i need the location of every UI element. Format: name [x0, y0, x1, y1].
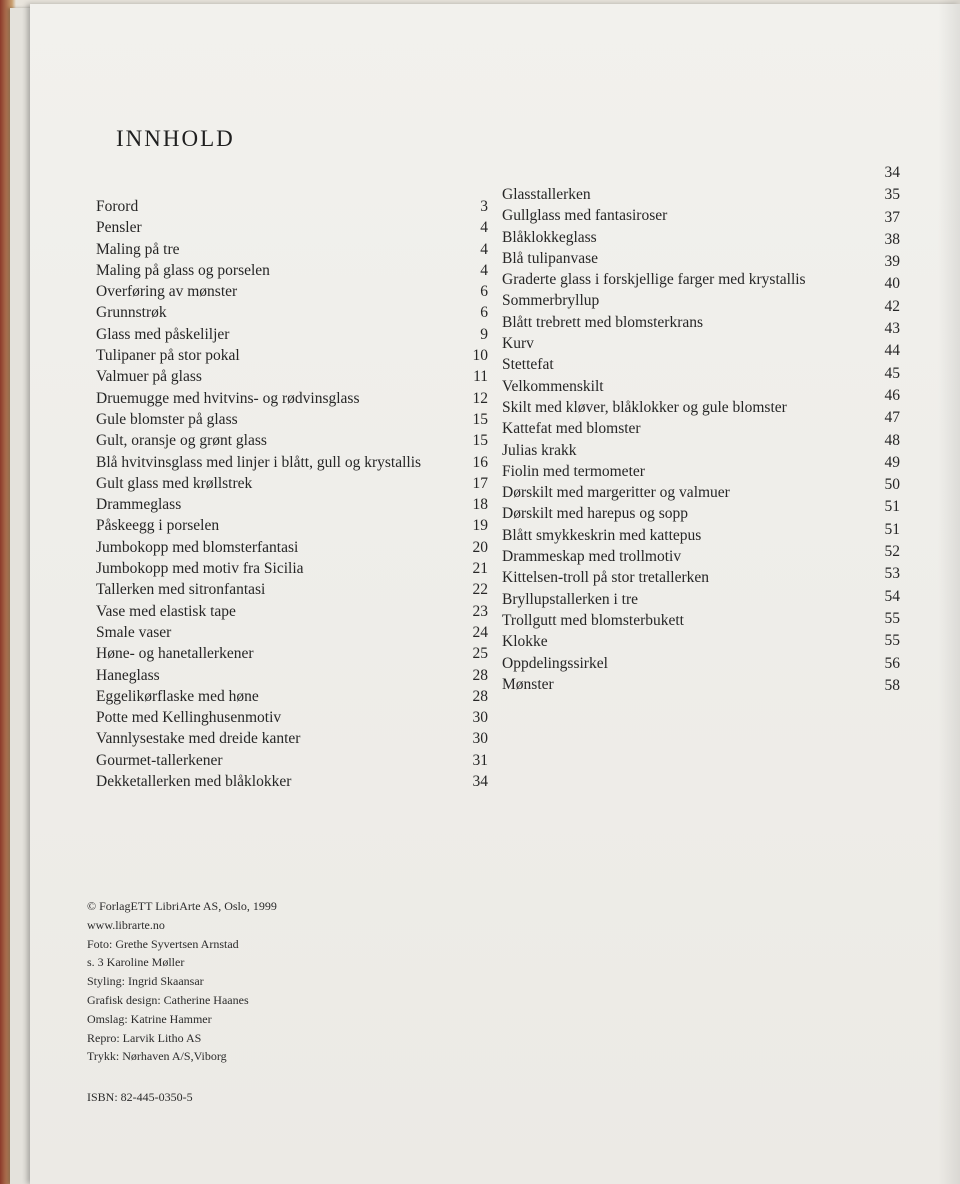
page-edge-shadow	[938, 0, 960, 1184]
toc-entry-title: Vase med elastisk tape	[96, 602, 236, 620]
toc-entry-title: Glass med påskeliljer	[96, 325, 230, 343]
toc-entry-title: Julias krakk	[502, 441, 577, 459]
credit-line: Trykk: Nørhaven A/S,Viborg	[87, 1049, 227, 1064]
toc-entry-page: 23	[472, 602, 488, 620]
toc-entry-title: Overføring av mønster	[96, 283, 238, 301]
toc-entry-title: Pensler	[96, 219, 142, 237]
toc-entry-title: Maling på glass og porselen	[96, 261, 270, 279]
toc-entry-page: 45	[884, 364, 900, 382]
toc-entry-title: Velkommenskilt	[502, 377, 604, 395]
toc-entry-page: 4	[480, 219, 488, 237]
toc-left-column	[96, 196, 488, 792]
toc-entry-title: Kittelsen-troll på stor tretallerken	[502, 569, 710, 587]
credit-line: Omslag: Katrine Hammer	[87, 1011, 212, 1026]
toc-entry	[96, 324, 488, 345]
toc-entry-title: Maling på tre	[96, 240, 180, 258]
toc-entry	[96, 622, 488, 643]
toc-entry-page: 38	[884, 230, 900, 248]
toc-entry-title: Tulipaner på stor pokal	[96, 347, 240, 365]
toc-entry-page: 28	[472, 687, 488, 705]
toc-entry	[96, 579, 488, 600]
toc-entry	[96, 665, 488, 686]
toc-entry-page: 53	[884, 565, 900, 583]
toc-entry	[96, 707, 488, 728]
toc-entry	[96, 366, 488, 387]
credit-line: www.librarte.no	[87, 917, 165, 932]
toc-entry	[96, 345, 488, 366]
toc-entry-page: 55	[884, 609, 900, 627]
toc-entry-page: 17	[472, 474, 488, 492]
toc-right-page-numbers	[870, 162, 900, 697]
toc-entry-title: Blått trebrett med blomsterkrans	[502, 313, 704, 331]
toc-entry-title: Haneglass	[96, 666, 160, 684]
credit-line: Grafisk design: Catherine Haanes	[87, 992, 249, 1007]
toc-entry	[96, 196, 488, 217]
toc-entry-title: Jumbokopp med blomsterfantasi	[96, 538, 299, 556]
toc-entry-page: 51	[884, 498, 900, 516]
toc-entry-title: Druemugge med hvitvins- og rødvinsglass	[96, 389, 360, 407]
toc-entry-page: 15	[472, 432, 488, 450]
toc-entry-page: 55	[884, 632, 900, 650]
toc-entry-page: 3	[480, 198, 488, 215]
toc-entry-title: Drammeglass	[96, 496, 182, 514]
toc-entry-page: 11	[473, 368, 488, 386]
toc-entry-title: Gult glass med krøllstrek	[96, 474, 253, 492]
toc-entry	[96, 388, 488, 409]
toc-entry	[96, 515, 488, 536]
toc-entry-page: 22	[472, 581, 488, 599]
credit-line: © ForlagETT LibriArte AS, Oslo, 1999	[87, 899, 277, 913]
toc-entry-page: 4	[480, 261, 488, 279]
toc-entry-page: 43	[884, 320, 900, 338]
toc-entry	[96, 281, 488, 302]
toc-entry-page: 4	[480, 240, 488, 258]
toc-entry-page: 12	[472, 389, 488, 407]
toc-right-column	[502, 184, 902, 695]
toc-entry	[96, 473, 488, 494]
toc-entry-title: Potte med Kellinghusenmotiv	[96, 709, 282, 727]
toc-entry-page: 56	[884, 654, 900, 672]
toc-entry-title: Jumbokopp med motiv fra Sicilia	[96, 560, 304, 578]
toc-entry-page: 6	[480, 304, 488, 322]
toc-entry-page: 9	[480, 325, 488, 343]
toc-entry-page: 54	[884, 587, 900, 605]
toc-entry	[96, 409, 488, 430]
toc-entry-title: Blå hvitvinsglass med linjer i blått, gull og krystallis	[96, 453, 422, 471]
toc-entry-page: 30	[472, 709, 488, 727]
toc-entry-page: 48	[884, 431, 900, 449]
toc-entry-title: Dørskilt med harepus og sopp	[502, 505, 688, 523]
credit-line: s. 3 Karoline Møller	[87, 955, 185, 970]
toc-entry-page: 30	[472, 730, 488, 748]
toc-entry-title: Påskeegg i porselen	[96, 517, 220, 535]
toc-entry-title: Sommerbryllup	[502, 292, 600, 310]
isbn: ISBN: 82-445-0350-5	[87, 1090, 193, 1104]
toc-entry-title: Dekketallerken med blåklokker	[96, 773, 292, 791]
toc-entry-page: 58	[884, 676, 900, 694]
toc-entry-title: Drammeskap med trollmotiv	[502, 548, 682, 566]
toc-entry-page: 28	[472, 666, 488, 684]
toc-entry-page: 10	[472, 347, 488, 365]
toc-entry	[96, 537, 488, 558]
toc-entry-title: Skilt med kløver, blåklokker og gule blomster	[502, 398, 787, 416]
toc-entry-title: Oppdelingssirkel	[502, 654, 608, 672]
toc-entry-page: 50	[884, 476, 900, 494]
credit-line: Foto: Grethe Syvertsen Arnstad	[87, 936, 239, 951]
toc-entry-title: Gourmet-tallerkener	[96, 751, 223, 769]
toc-entry-page: 18	[472, 496, 488, 514]
toc-entry	[96, 452, 488, 473]
toc-entry	[96, 750, 488, 771]
toc-entry	[96, 302, 488, 323]
toc-entry-title: Smale vaser	[96, 623, 172, 641]
book-page	[30, 4, 960, 1184]
toc-entry-title: Dørskilt med margeritter og valmuer	[502, 484, 730, 502]
toc-entry-title: Gult, oransje og grønt glass	[96, 432, 267, 450]
toc-entry-page: 25	[472, 645, 488, 663]
toc-entry-title: Eggelikørflaske med høne	[96, 687, 259, 705]
toc-entry	[96, 771, 488, 792]
toc-entry-title: Graderte glass i forskjellige farger med krystallis	[502, 271, 806, 289]
toc-entry-title: Stettefat	[502, 356, 554, 374]
toc-entry-page: 34	[472, 773, 488, 791]
toc-entry-page: 46	[884, 386, 900, 404]
toc-entry-page: 40	[884, 275, 900, 293]
toc-entry-title: Vannlysestake med dreide kanter	[96, 730, 301, 748]
toc-entry-title: Trollgutt med blomsterbukett	[502, 611, 684, 629]
credit-line: Styling: Ingrid Skaansar	[87, 974, 204, 989]
toc-entry-page: 35	[884, 186, 900, 204]
toc-entry-page: 47	[884, 409, 900, 427]
toc-entry-page: 44	[884, 342, 900, 360]
toc-entry-title: Gullglass med fantasiroser	[502, 207, 668, 225]
toc-entry	[96, 430, 488, 451]
toc-entry-title: Tallerken med sitronfantasi	[96, 581, 266, 599]
toc-entry-title: Grunnstrøk	[96, 304, 167, 322]
toc-entry-page: 19	[472, 517, 488, 535]
toc-entry-title: Blåklokkeglass	[502, 228, 597, 246]
toc-entry	[96, 686, 488, 707]
credit-line: Repro: Larvik Litho AS	[87, 1030, 202, 1045]
page-title: INNHOLD	[116, 126, 235, 151]
toc-entry-page: 52	[884, 543, 900, 561]
toc-entry-page: 15	[472, 410, 488, 428]
toc-entry-page: 21	[472, 560, 488, 578]
toc-entry-title: Forord	[96, 198, 139, 215]
toc-entry-page: 16	[472, 453, 488, 471]
credits-block	[87, 897, 277, 1066]
toc-entry	[96, 239, 488, 260]
toc-entry-page: 51	[884, 520, 900, 538]
toc-entry-title: Kattefat med blomster	[502, 420, 641, 438]
toc-entry-title: Fiolin med termometer	[502, 462, 645, 480]
toc-entry-title: Klokke	[502, 633, 548, 651]
toc-entry-page: 20	[472, 538, 488, 556]
toc-entry	[96, 558, 488, 579]
toc-entry	[96, 601, 488, 622]
toc-entry-title: Gule blomster på glass	[96, 410, 238, 428]
toc-entry-page: 39	[884, 253, 900, 271]
toc-entry	[96, 217, 488, 238]
toc-entry-title: Blå tulipanvase	[502, 249, 598, 267]
toc-entry-title: Glasstallerken	[502, 186, 591, 203]
toc-entry-title: Blått smykkeskrin med kattepus	[502, 526, 702, 544]
toc-entry-page: 31	[472, 751, 488, 769]
toc-entry-page: 42	[884, 297, 900, 315]
toc-entry-title: Mønster	[502, 675, 554, 693]
toc-entry-page: 34	[884, 164, 900, 181]
toc-entry-page: 37	[884, 208, 900, 226]
toc-entry	[96, 260, 488, 281]
toc-entry-title: Valmuer på glass	[96, 368, 202, 386]
toc-entry-title: Kurv	[502, 335, 534, 353]
toc-entry-page: 24	[472, 623, 488, 641]
toc-entry-page: 6	[480, 283, 488, 301]
toc-entry	[96, 728, 488, 749]
toc-entry	[96, 643, 488, 664]
toc-entry-title: Bryllupstallerken i tre	[502, 590, 639, 608]
toc-entry-title: Høne- og hanetallerkener	[96, 645, 254, 663]
toc-entry-page: 49	[884, 453, 900, 471]
toc-entry	[96, 494, 488, 515]
